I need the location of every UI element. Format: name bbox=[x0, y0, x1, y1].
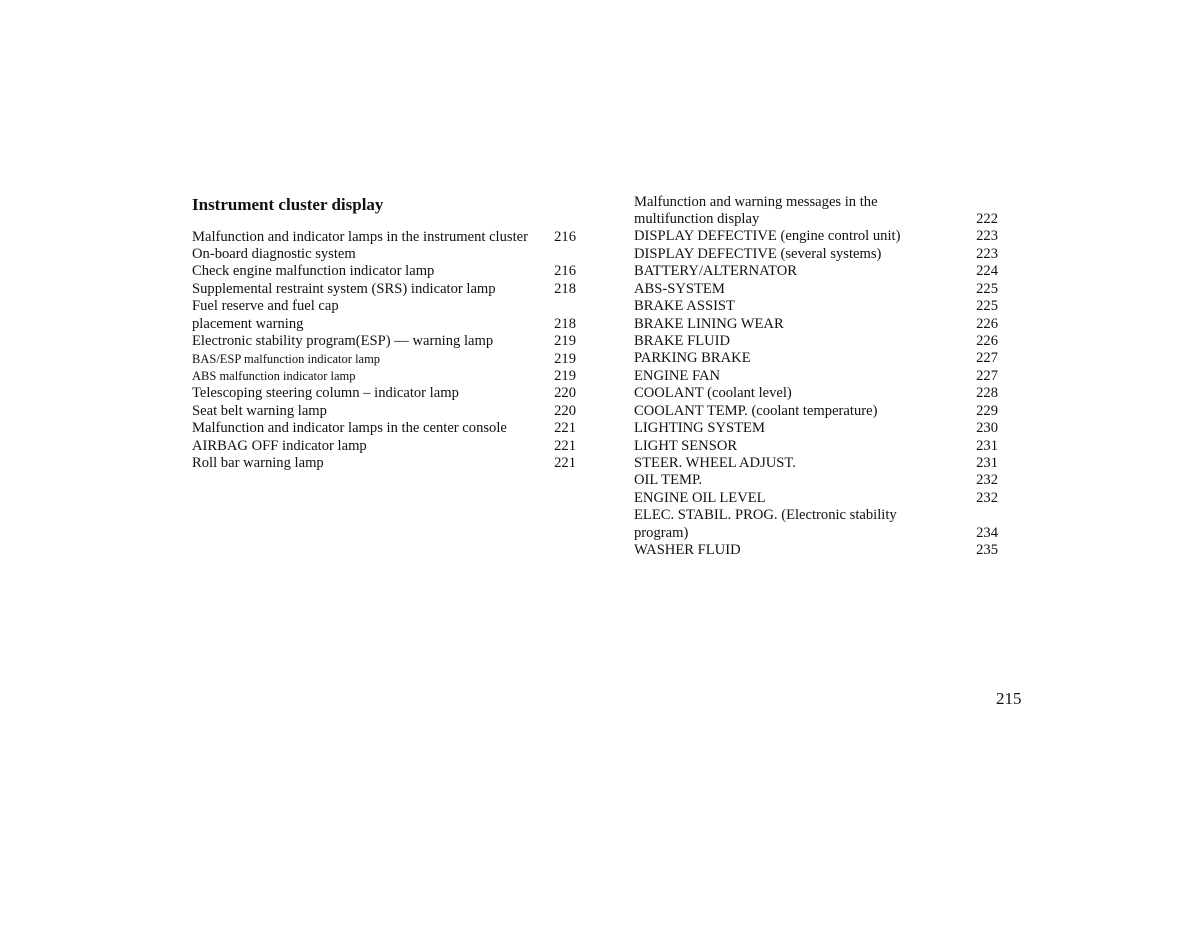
toc-entry bbox=[634, 438, 998, 455]
toc-entry bbox=[192, 263, 576, 280]
toc-entry-page: 220 bbox=[554, 402, 576, 419]
toc-entry bbox=[634, 507, 998, 524]
toc-entry-page: 226 bbox=[976, 315, 998, 332]
toc-entry-page: 235 bbox=[976, 542, 998, 559]
toc-entry-title: Fuel reserve and fuel cap bbox=[192, 298, 339, 315]
toc-entry bbox=[634, 228, 998, 245]
toc-entry-page: 222 bbox=[976, 210, 998, 227]
toc-entry-title: program) bbox=[634, 524, 689, 541]
toc-entry-title: On-board diagnostic system bbox=[192, 245, 356, 262]
toc-entry-page: 229 bbox=[976, 402, 998, 419]
toc-entry-page: 223 bbox=[976, 228, 998, 245]
toc-entry-title: BRAKE FLUID bbox=[634, 332, 731, 349]
toc-entry-title: Roll bar warning lamp bbox=[192, 455, 324, 472]
toc-entry-title: COOLANT TEMP. (coolant temperature) bbox=[634, 402, 878, 419]
toc-entry-page: 225 bbox=[976, 298, 998, 315]
toc-entry-page: 227 bbox=[976, 350, 998, 367]
toc-entry-page: 218 bbox=[554, 315, 576, 332]
toc-entry bbox=[192, 351, 576, 368]
toc-entry bbox=[192, 455, 576, 472]
toc-entry-title: Check engine malfunction indicator lamp bbox=[192, 263, 435, 280]
toc-entry-page: 232 bbox=[976, 489, 998, 506]
toc-entry-page: 225 bbox=[976, 280, 998, 297]
toc-entry-title: DISPLAY DEFECTIVE (engine control unit) bbox=[634, 228, 901, 245]
toc-entry-title: Malfunction and indicator lamps in the instrument cluster bbox=[192, 228, 528, 245]
toc-entry-title: multifunction display bbox=[634, 210, 760, 227]
toc-entry bbox=[634, 368, 998, 385]
toc-entry-page: 232 bbox=[976, 472, 998, 489]
toc-entry-title: LIGHT SENSOR bbox=[634, 437, 738, 454]
toc-entry-title: STEER. WHEEL ADJUST. bbox=[634, 454, 796, 471]
toc-entry-page: 218 bbox=[554, 280, 576, 297]
toc-entry-title: Seat belt warning lamp bbox=[192, 402, 327, 419]
toc-entry bbox=[192, 316, 576, 333]
toc-entry-title: ABS malfunction indicator lamp bbox=[192, 368, 356, 383]
toc-entry bbox=[192, 420, 576, 437]
section-heading: Instrument cluster display bbox=[192, 195, 384, 214]
toc-entry bbox=[634, 246, 998, 263]
toc-entry-title: ABS-SYSTEM bbox=[634, 280, 725, 297]
toc-entry-title: placement warning bbox=[192, 315, 304, 332]
toc-entry bbox=[192, 385, 576, 402]
toc-entry bbox=[634, 281, 998, 298]
toc-entry bbox=[634, 455, 998, 472]
toc-entry bbox=[634, 472, 998, 489]
toc-entry-title: LIGHTING SYSTEM bbox=[634, 420, 765, 437]
toc-entry-title: OIL TEMP. bbox=[634, 472, 703, 489]
toc-entry-page: 216 bbox=[554, 228, 576, 245]
toc-entry-page: 224 bbox=[976, 263, 998, 280]
toc-entry-page: 226 bbox=[976, 332, 998, 349]
toc-entry-title: BRAKE LINING WEAR bbox=[634, 315, 784, 332]
toc-entry bbox=[634, 333, 998, 350]
toc-entry bbox=[634, 403, 998, 420]
toc-entry bbox=[192, 403, 576, 420]
toc-entry-page: 231 bbox=[976, 454, 998, 471]
toc-entry bbox=[634, 211, 998, 228]
toc-entry-title: PARKING BRAKE bbox=[634, 350, 751, 367]
toc-entry-page: 220 bbox=[554, 385, 576, 402]
toc-entry bbox=[634, 525, 998, 542]
toc-entry-title: ENGINE OIL LEVEL bbox=[634, 489, 766, 506]
toc-entry-title: AIRBAG OFF indicator lamp bbox=[192, 437, 367, 454]
toc-entry-title: Supplemental restraint system (SRS) indicator lamp bbox=[192, 280, 496, 297]
toc-entry bbox=[634, 298, 998, 315]
toc-entry-title: WASHER FLUID bbox=[634, 542, 741, 559]
toc-entry-title: Electronic stability program(ESP) — warning lamp bbox=[192, 333, 494, 350]
toc-entry-title: BRAKE ASSIST bbox=[634, 298, 735, 315]
toc-entry bbox=[192, 229, 576, 246]
toc-entry-title: ENGINE FAN bbox=[634, 367, 721, 384]
toc-entry bbox=[192, 438, 576, 455]
toc-entry bbox=[634, 542, 998, 559]
toc-entry bbox=[192, 246, 576, 263]
page-number: 215 bbox=[996, 689, 1022, 708]
toc-entry-page: 219 bbox=[554, 350, 576, 367]
toc-entry-page: 223 bbox=[976, 245, 998, 262]
toc-entry bbox=[634, 490, 998, 507]
toc-entry-page: 216 bbox=[554, 263, 576, 280]
toc-entry-page: 221 bbox=[554, 455, 576, 472]
toc-entry-page: 219 bbox=[554, 367, 576, 384]
toc-entry-page: 221 bbox=[554, 437, 576, 454]
toc-entry bbox=[634, 350, 998, 367]
toc-entry-page: 227 bbox=[976, 367, 998, 384]
toc-entry bbox=[634, 420, 998, 437]
toc-entry-title: Malfunction and indicator lamps in the center console bbox=[192, 420, 507, 437]
toc-entry-title: Malfunction and warning messages in the bbox=[634, 193, 878, 210]
toc-entry bbox=[192, 281, 576, 298]
toc-entry-page: 221 bbox=[554, 420, 576, 437]
toc-entry-title: BATTERY/ALTERNATOR bbox=[634, 263, 797, 280]
toc-entry bbox=[192, 368, 576, 385]
toc-entry-title: COOLANT (coolant level) bbox=[634, 385, 792, 402]
toc-entry bbox=[634, 194, 998, 211]
toc-entry-page: 234 bbox=[976, 524, 998, 541]
toc-entry-page: 219 bbox=[554, 333, 576, 350]
toc-entry-title: ELEC. STABIL. PROG. (Electronic stability bbox=[634, 507, 897, 524]
toc-entry bbox=[634, 385, 998, 402]
toc-entry bbox=[634, 316, 998, 333]
toc-entry-page: 231 bbox=[976, 437, 998, 454]
toc-entry-title: Telescoping steering column – indicator lamp bbox=[192, 385, 459, 402]
toc-entry-title: BAS/ESP malfunction indicator lamp bbox=[192, 351, 381, 366]
toc-entry-page: 228 bbox=[976, 385, 998, 402]
toc-entry bbox=[192, 333, 576, 350]
toc-entry-title: DISPLAY DEFECTIVE (several systems) bbox=[634, 245, 882, 262]
toc-entry bbox=[192, 298, 576, 315]
toc-entry bbox=[634, 263, 998, 280]
toc-entry-page: 230 bbox=[976, 420, 998, 437]
